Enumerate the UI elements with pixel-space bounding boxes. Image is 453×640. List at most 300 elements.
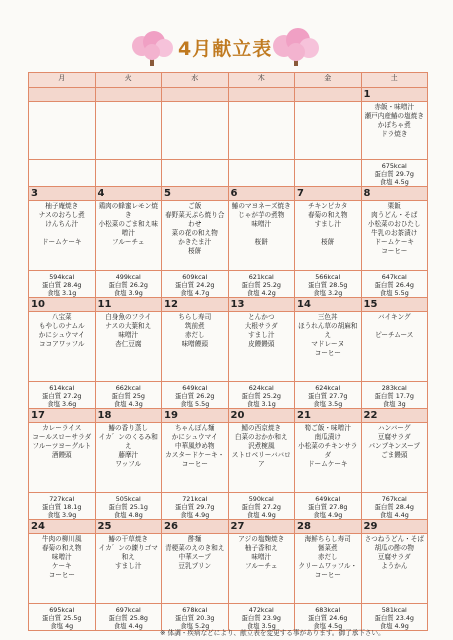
calories: 647kcal — [381, 273, 407, 281]
menu-calendar — [28, 72, 428, 631]
day-number: 3 — [29, 187, 95, 201]
salt: 食塩 4.8g — [113, 511, 143, 519]
calories: 624kcal — [248, 384, 274, 392]
day-number: 12 — [162, 298, 228, 312]
menu-items — [229, 423, 295, 492]
menu-item: 三色丼 — [317, 313, 338, 321]
salt: 食塩 3.9g — [47, 511, 77, 519]
menu-item: 鰆のマヨネーズ焼き — [231, 202, 291, 210]
menu-item: 筑前煮 — [184, 322, 205, 330]
protein: 蛋白質 28.4g — [42, 281, 82, 289]
calories: 721kcal — [182, 495, 208, 503]
protein: 蛋白質 27.2g — [241, 503, 281, 511]
salt: 食塩 4.7g — [180, 289, 210, 297]
menu-item: 味噌汁 — [118, 331, 139, 339]
page-title: 4月献立表 — [178, 38, 273, 60]
salt: 食塩 3g — [382, 400, 406, 408]
menu-item: 小松菜のチキンサラダ — [298, 442, 358, 459]
day-number: 19 — [162, 409, 228, 423]
menu-items — [162, 201, 228, 270]
calories: 590kcal — [248, 495, 274, 503]
nutrition-info — [162, 603, 228, 630]
menu-item: ちらし寿司 — [178, 313, 212, 321]
menu-item: イカ゛ンのくるみ和え — [98, 433, 158, 450]
menu-items — [29, 312, 95, 381]
menu-items — [162, 423, 228, 492]
menu-item: 筍ご飯・味噌汁 — [304, 424, 351, 432]
menu-item: かぼちゃ煮 — [377, 121, 411, 129]
nutrition-info — [162, 492, 228, 519]
salt: 食塩 4.9g — [180, 511, 210, 519]
calories: 649kcal — [315, 495, 341, 503]
day-number: 1 — [362, 88, 428, 102]
nutrition-info — [362, 381, 428, 408]
menu-item: イカ゛ンの練りゴマ和え — [98, 544, 158, 561]
menu-item: コーヒー — [381, 247, 408, 255]
calories: 621kcal — [248, 273, 274, 281]
salt: 食塩 3.1g — [246, 400, 276, 408]
menu-item: ワッフル — [115, 460, 142, 468]
day-cell — [162, 520, 229, 631]
protein: 蛋白質 26.2g — [108, 281, 148, 289]
menu-item: ごま饅頭 — [381, 451, 408, 459]
menu-item: 沢煮椀風 — [248, 442, 275, 450]
day-number: 6 — [229, 187, 295, 201]
menu-item: 栗飯 — [387, 202, 401, 210]
day-cell — [295, 409, 362, 520]
protein: 蛋白質 25g — [111, 392, 145, 400]
protein: 蛋白質 26.2g — [175, 392, 215, 400]
menu-item: 柚子香和え — [244, 544, 278, 552]
menu-item: 春野菜天ぷら焼り合わせ — [165, 211, 225, 228]
menu-item: ドラ焼き — [381, 130, 408, 138]
day-cell — [361, 187, 428, 298]
menu-items — [229, 534, 295, 603]
nutrition-info — [362, 492, 428, 519]
menu-item: 胡瓜の酢の物 — [374, 544, 415, 552]
nutrition-info — [229, 492, 295, 519]
calories: 649kcal — [182, 384, 208, 392]
salt: 食塩 4.2g — [246, 289, 276, 297]
nutrition-info — [295, 270, 361, 297]
protein: 蛋白質 28.5g — [308, 281, 348, 289]
menu-item: 豆乳プリン — [178, 562, 212, 570]
menu-item: カレーライス — [42, 424, 82, 432]
menu-item: ドームケーキ — [374, 238, 415, 246]
menu-item: ストロベリーババロア — [231, 451, 291, 468]
day-cell — [361, 520, 428, 631]
salt: 食塩 4.5g — [379, 178, 409, 186]
menu-item: フルーチェ — [244, 562, 278, 570]
protein: 蛋白質 25.2g — [241, 281, 281, 289]
menu-item — [230, 229, 294, 238]
day-number: 11 — [96, 298, 162, 312]
day-cell — [162, 187, 229, 298]
menu-item: 杏仁豆腐 — [115, 340, 142, 348]
menu-item: フルーチェ — [111, 238, 145, 246]
weekday-header: 金 — [295, 73, 362, 88]
protein: 蛋白質 27.2g — [42, 392, 82, 400]
day-number: 15 — [362, 298, 428, 312]
calories: 678kcal — [182, 606, 208, 614]
menu-item: マドレーヌ — [311, 340, 345, 348]
salt: 食塩 5.2g — [180, 622, 210, 630]
weekday-header: 水 — [162, 73, 229, 88]
day-cell — [228, 409, 295, 520]
calories: 581kcal — [381, 606, 407, 614]
day-number: 22 — [362, 409, 428, 423]
protein: 蛋白質 25.8g — [108, 614, 148, 622]
protein: 蛋白質 27.7g — [308, 392, 348, 400]
day-cell — [295, 520, 362, 631]
day-cell — [228, 187, 295, 298]
menu-item: 小松菜のおひたし — [367, 220, 421, 228]
menu-item: 味噌汁 — [251, 220, 272, 228]
menu-item: チキンピカタ — [308, 202, 348, 210]
menu-item: 春菊の和え物 — [307, 211, 348, 219]
menu-items — [96, 534, 162, 603]
weekday-header: 月 — [29, 73, 96, 88]
nutrition-info — [162, 270, 228, 297]
menu-item: 味噌汁 — [251, 553, 272, 561]
nutrition-info — [29, 492, 95, 519]
menu-item: 白菜のおかか和え — [234, 433, 288, 441]
menu-item: 鰆の香り蒸し — [108, 424, 149, 432]
protein: 蛋白質 24.2g — [175, 281, 215, 289]
menu-item — [363, 322, 427, 331]
menu-item: ナスの大葉和え — [105, 322, 152, 330]
day-cell — [95, 298, 162, 409]
menu-item: 皮饅饅頭 — [248, 340, 275, 348]
menu-items — [362, 534, 428, 603]
menu-item: 中華スープ — [178, 553, 211, 561]
salt: 食塩 4.5g — [313, 622, 343, 630]
empty-day-cell — [228, 88, 295, 187]
menu-items — [229, 201, 295, 270]
menu-item: フルーツヨーグルト酒饅頭 — [32, 442, 92, 459]
protein: 蛋白質 29.7g — [374, 170, 414, 178]
menu-item: けんちん汁 — [45, 220, 79, 228]
menu-items — [29, 534, 95, 603]
menu-item: ピーチムース — [375, 331, 414, 339]
menu-item: カスタードケーキ・コーヒー — [165, 451, 225, 468]
salt: 食塩 4.4g — [113, 622, 143, 630]
salt: 食塩 3.2g — [313, 289, 343, 297]
menu-item: ようかん — [381, 562, 408, 570]
menu-item: ちゃんぽん麺 — [174, 424, 215, 432]
empty-day-cell — [162, 88, 229, 187]
menu-items — [29, 201, 95, 270]
day-number: 27 — [229, 520, 295, 534]
menu-item: 南瓜漬け — [314, 433, 341, 441]
calories: 662kcal — [115, 384, 141, 392]
nutrition-info — [362, 270, 428, 297]
menu-item: 豆腐サラダ — [377, 553, 411, 561]
menu-item: ナスのおろし煮 — [38, 211, 85, 219]
menu-item: 海鮮ちらし寿司 — [304, 535, 351, 543]
day-cell — [95, 409, 162, 520]
menu-item: かにシュウマイ — [38, 331, 85, 339]
menu-item: 豆腐サラダ — [377, 433, 411, 441]
calories: 697kcal — [115, 606, 141, 614]
menu-items — [362, 312, 428, 381]
day-cell — [95, 187, 162, 298]
day-number: 17 — [29, 409, 95, 423]
menu-item: 味噌汁 — [51, 553, 72, 561]
day-number: 14 — [295, 298, 361, 312]
day-number: 5 — [162, 187, 228, 201]
menu-items — [295, 423, 361, 492]
menu-item: 中華風炒め物 — [174, 442, 215, 450]
menu-item: アジの塩麹焼き — [238, 535, 285, 543]
weekday-header: 木 — [228, 73, 295, 88]
menu-item — [30, 229, 94, 238]
menu-item: 白身魚のフライ — [105, 313, 152, 321]
day-cell — [162, 298, 229, 409]
day-cell — [228, 520, 295, 631]
nutrition-info — [362, 603, 428, 630]
protein: 蛋白質 20.3g — [175, 614, 215, 622]
week-row — [29, 409, 428, 520]
menu-items — [96, 423, 162, 492]
menu-item: じゃが芋の煮物 — [238, 211, 285, 219]
menu-item: 牛乳のお茶漬け — [371, 229, 418, 237]
empty-day-cell — [295, 88, 362, 187]
menu-item: 桜餅 — [254, 238, 268, 246]
week-row — [29, 520, 428, 631]
menu-item: 桜餅 — [321, 238, 335, 246]
menu-item: ココアワッフル — [38, 340, 85, 348]
menu-item: クリームワッフル・コーヒー — [298, 562, 358, 579]
day-number: 20 — [229, 409, 295, 423]
nutrition-info — [229, 270, 295, 297]
salt: 食塩 3.1g — [47, 289, 77, 297]
calories: 283kcal — [381, 384, 407, 392]
protein: 蛋白質 29.7g — [175, 503, 215, 511]
nutrition-info — [229, 381, 295, 408]
protein: 蛋白質 27.8g — [308, 503, 348, 511]
menu-item: 小松菜のごま和え味噌汁 — [98, 220, 158, 237]
day-number: 10 — [29, 298, 95, 312]
menu-item: 大根サラダ — [244, 322, 278, 330]
protein: 蛋白質 25.1g — [108, 503, 148, 511]
menu-items — [96, 312, 162, 381]
calories: 727kcal — [49, 495, 75, 503]
day-cell — [295, 187, 362, 298]
menu-item: 醤菜煮 — [317, 544, 338, 552]
day-cell — [228, 298, 295, 409]
day-cell — [361, 88, 428, 187]
nutrition-info — [362, 159, 428, 186]
footer-note: ※ 体調・疾病などにより、献立表を変更する事があります。御了承下さい。 — [160, 629, 385, 637]
calories: 624kcal — [315, 384, 341, 392]
salt: 食塩 3.5g — [246, 622, 276, 630]
nutrition-info — [96, 270, 162, 297]
menu-item: 八宝菜 — [51, 313, 72, 321]
calories: 695kcal — [49, 606, 75, 614]
menu-item: すまし汁 — [248, 331, 275, 339]
calories: 505kcal — [115, 495, 141, 503]
menu-items — [96, 201, 162, 270]
salt: 食塩 4.9g — [246, 511, 276, 519]
menu-item: 桜餅 — [188, 247, 202, 255]
menu-item: 春菊の和え物 — [41, 544, 82, 552]
cherry-blossom-tree-icon — [272, 28, 320, 68]
day-number: 7 — [295, 187, 361, 201]
weekday-header-row — [29, 73, 428, 88]
menu-item: 鯖の西京焼き — [241, 424, 282, 432]
menu-item: 鶏肉の蜂蜜レモン焼き — [98, 202, 158, 219]
salt: 食塩 4.3g — [113, 400, 143, 408]
salt: 食塩 4.9g — [379, 622, 409, 630]
menu-item: 青梗菜のえのき和え — [165, 544, 225, 552]
calories: 499kcal — [115, 273, 141, 281]
menu-item: 味噌饅頭 — [181, 340, 208, 348]
protein: 蛋白質 23.9g — [241, 614, 281, 622]
menu-item: 赤だし — [184, 331, 205, 339]
day-number: 25 — [96, 520, 162, 534]
menu-item: コーヒー — [48, 571, 75, 579]
menu-item: すまし汁 — [314, 220, 341, 228]
menu-items — [229, 312, 295, 381]
day-number: 29 — [362, 520, 428, 534]
salt: 食塩 4g — [50, 622, 74, 630]
weekday-header: 火 — [95, 73, 162, 88]
calories: 614kcal — [49, 384, 75, 392]
nutrition-info — [96, 603, 162, 630]
menu-item: もやしのナムル — [38, 322, 85, 330]
empty-day-cell — [95, 88, 162, 187]
nutrition-info — [96, 492, 162, 519]
cherry-blossom-tree-icon — [130, 30, 174, 68]
menu-items — [295, 201, 361, 270]
calories: 767kcal — [381, 495, 407, 503]
salt: 食塩 5.5g — [379, 289, 409, 297]
menu-item: 菜の花の和え物 — [171, 229, 218, 237]
menu-item: パンプキンスープ — [368, 442, 421, 450]
nutrition-info — [295, 492, 361, 519]
salt: 食塩 4.9g — [313, 511, 343, 519]
menu-item: 牛肉の柳川風 — [41, 535, 82, 543]
nutrition-info — [162, 381, 228, 408]
nutrition-info — [229, 603, 295, 630]
day-number: 24 — [29, 520, 95, 534]
week-row — [29, 88, 428, 187]
nutrition-info — [295, 603, 361, 630]
salt: 食塩 3.6g — [47, 400, 77, 408]
protein: 蛋白質 25.5g — [42, 614, 82, 622]
page-header — [0, 0, 453, 72]
menu-item: コールスローサラダ — [32, 433, 92, 441]
menu-item: 肉うどん・そば — [371, 211, 418, 219]
day-cell — [361, 409, 428, 520]
calories: 566kcal — [315, 273, 341, 281]
day-number: 21 — [295, 409, 361, 423]
menu-items — [362, 201, 428, 270]
menu-item: とんかつ — [248, 313, 275, 321]
calories: 683kcal — [315, 606, 341, 614]
week-row — [29, 187, 428, 298]
protein: 蛋白質 17.7g — [374, 392, 414, 400]
nutrition-info — [29, 270, 95, 297]
day-cell — [29, 298, 96, 409]
empty-day-cell — [29, 88, 96, 187]
day-number: 26 — [162, 520, 228, 534]
menu-item: 藤摩汁 — [118, 451, 139, 459]
day-cell — [29, 520, 96, 631]
salt: 食塩 3.5g — [313, 400, 343, 408]
salt: 食塩 4.4g — [379, 511, 409, 519]
menu-item: ケーキ — [51, 562, 72, 570]
protein: 蛋白質 24.6g — [308, 614, 348, 622]
nutrition-info — [295, 381, 361, 408]
menu-item: すまし汁 — [115, 562, 142, 570]
nutrition-info — [96, 381, 162, 408]
day-number: 4 — [96, 187, 162, 201]
day-number: 28 — [295, 520, 361, 534]
day-cell — [361, 298, 428, 409]
day-cell — [29, 187, 96, 298]
menu-item: 鰆の干草焼き — [108, 535, 149, 543]
menu-item: ドームケーキ — [41, 238, 82, 246]
menu-item: 赤飯・味噌汁 — [374, 103, 415, 111]
menu-item: かきたま汁 — [178, 238, 212, 246]
menu-item: ほうれん草の胡麻和え — [298, 322, 358, 339]
day-cell — [295, 298, 362, 409]
menu-items — [295, 534, 361, 603]
nutrition-info — [29, 381, 95, 408]
menu-items — [295, 312, 361, 381]
protein: 蛋白質 23.4g — [374, 614, 414, 622]
calories: 609kcal — [182, 273, 208, 281]
menu-item: かにシュウマイ — [171, 433, 218, 441]
menu-item: ハンバーグ — [377, 424, 411, 432]
day-cell — [95, 520, 162, 631]
menu-items — [29, 423, 95, 492]
week-row — [29, 298, 428, 409]
day-number: 8 — [362, 187, 428, 201]
day-number: 13 — [229, 298, 295, 312]
menu-item: 柚子庵焼き — [45, 202, 79, 210]
salt: 食塩 3.9g — [113, 289, 143, 297]
day-number: 18 — [96, 409, 162, 423]
menu-item: 瀬戸内産鰆の塩焼き — [364, 112, 424, 120]
day-cell — [162, 409, 229, 520]
nutrition-info — [29, 603, 95, 630]
menu-items — [362, 102, 428, 159]
protein: 蛋白質 28.4g — [374, 503, 414, 511]
day-cell — [29, 409, 96, 520]
calories: 472kcal — [248, 606, 274, 614]
menu-item: コーヒー — [314, 349, 341, 357]
salt: 食塩 5.5g — [180, 400, 210, 408]
menu-item: ドームケーキ — [307, 460, 348, 468]
menu-items — [162, 534, 228, 603]
menu-items — [162, 312, 228, 381]
protein: 蛋白質 18.1g — [42, 503, 82, 511]
menu-item: バイキング — [377, 313, 411, 321]
menu-item: 酢麺 — [188, 535, 202, 543]
menu-items — [362, 423, 428, 492]
calories: 594kcal — [49, 273, 75, 281]
protein: 蛋白質 26.4g — [374, 281, 414, 289]
calories: 675kcal — [381, 162, 407, 170]
menu-item: ご飯 — [188, 202, 202, 210]
protein: 蛋白質 25.2g — [241, 392, 281, 400]
menu-item: さつねうどん・そば — [364, 535, 424, 543]
menu-item: 赤だし — [317, 553, 338, 561]
menu-item — [296, 229, 360, 238]
